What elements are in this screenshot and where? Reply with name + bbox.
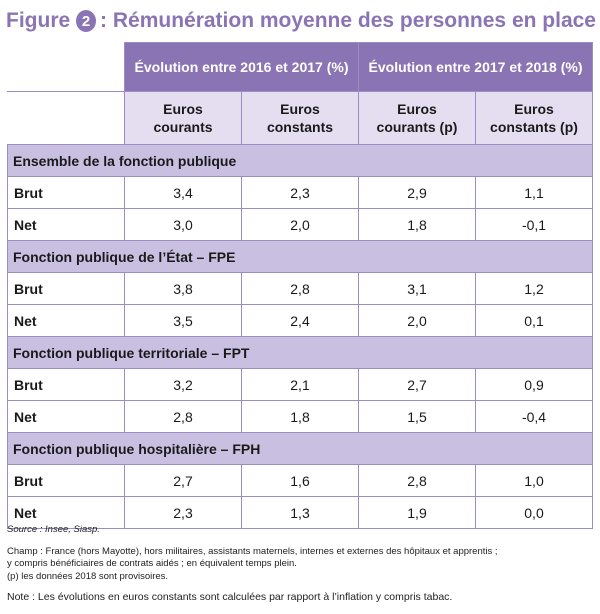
header-group-2016-2017: Évolution entre 2016 et 2017 (%) xyxy=(125,43,359,92)
row-label: Brut xyxy=(8,273,125,305)
table-cell: 2,8 xyxy=(125,401,242,433)
table-cell: 1,8 xyxy=(242,401,359,433)
header-empty-cell xyxy=(8,92,125,145)
table-cell: -0,4 xyxy=(476,401,593,433)
table-cell: 2,7 xyxy=(359,369,476,401)
table-row xyxy=(8,305,593,337)
remuneration-table xyxy=(7,42,593,529)
table-header xyxy=(8,43,593,145)
table-cell: 1,3 xyxy=(242,497,359,529)
table-cell: 2,3 xyxy=(242,177,359,209)
table-row xyxy=(8,273,593,305)
table-row xyxy=(8,369,593,401)
table-cell: 1,8 xyxy=(359,209,476,241)
table-cell: 3,5 xyxy=(125,305,242,337)
section-row xyxy=(8,145,593,177)
header-col-euros-constants-2017: Euros constants xyxy=(242,92,359,145)
table-cell: 1,5 xyxy=(359,401,476,433)
table-cell: 1,0 xyxy=(476,465,593,497)
provisional-note: (p) les données 2018 sont provisoires. xyxy=(7,570,169,582)
row-label: Brut xyxy=(8,369,125,401)
table-cell: 3,4 xyxy=(125,177,242,209)
champ-note: Champ : France (hors Mayotte), hors militaires, assistants maternels, internes et externes des hôpitaux et apprentis ; xyxy=(7,545,498,557)
table-cell: 2,8 xyxy=(359,465,476,497)
table-cell: 1,1 xyxy=(476,177,593,209)
table-cell: 3,0 xyxy=(125,209,242,241)
row-label: Brut xyxy=(8,177,125,209)
table-row xyxy=(8,401,593,433)
section-title: Fonction publique de l’État – FPE xyxy=(8,241,593,273)
header-col-euros-constants-2018: Euros constants (p) xyxy=(476,92,593,145)
inflation-note: Note : Les évolutions en euros constants sont calculées par rapport à l’inflation y compris tabac. xyxy=(7,591,453,603)
footnotes xyxy=(7,524,593,604)
champ-note-continued: y compris bénéficiaires de contrats aidés ; en équivalent temps plein. xyxy=(7,558,297,569)
table-cell: 2,8 xyxy=(242,273,359,305)
header-group-row xyxy=(8,43,593,92)
table-cell: 1,9 xyxy=(359,497,476,529)
header-col-euros-courants-2017: Euros courants xyxy=(125,92,242,145)
header-sub-row xyxy=(8,92,593,145)
table-cell: 3,2 xyxy=(125,369,242,401)
table-row xyxy=(8,177,593,209)
section-row xyxy=(8,433,593,465)
table-cell: 1,2 xyxy=(476,273,593,305)
table-row xyxy=(8,465,593,497)
row-label: Net xyxy=(8,497,125,529)
section-row xyxy=(8,337,593,369)
table-row xyxy=(8,209,593,241)
figure-number-badge: 2 xyxy=(76,10,96,32)
figure-title xyxy=(6,4,596,38)
table-cell: 2,4 xyxy=(242,305,359,337)
table-cell: 0,0 xyxy=(476,497,593,529)
figure-title-text: : Rémunération moyenne des personnes en place xyxy=(100,9,596,32)
row-label: Net xyxy=(8,305,125,337)
section-title: Ensemble de la fonction publique xyxy=(8,145,593,177)
header-col-euros-courants-2018: Euros courants (p) xyxy=(359,92,476,145)
header-group-2017-2018: Évolution entre 2017 et 2018 (%) xyxy=(359,43,593,92)
table-body xyxy=(8,145,593,529)
source-note: Source : Insee, Siasp. xyxy=(7,524,100,535)
section-title: Fonction publique territoriale – FPT xyxy=(8,337,593,369)
header-empty-cell xyxy=(8,43,125,92)
table-cell: 2,3 xyxy=(125,497,242,529)
figure-title-prefix: Figure xyxy=(6,9,71,32)
table-cell: 0,1 xyxy=(476,305,593,337)
table-cell: 1,6 xyxy=(242,465,359,497)
table-cell: 0,9 xyxy=(476,369,593,401)
table-cell: 3,1 xyxy=(359,273,476,305)
row-label: Net xyxy=(8,401,125,433)
table-cell: 3,8 xyxy=(125,273,242,305)
section-row xyxy=(8,241,593,273)
table-cell: 2,1 xyxy=(242,369,359,401)
row-label: Brut xyxy=(8,465,125,497)
table-cell: 2,0 xyxy=(359,305,476,337)
table-cell: 2,0 xyxy=(242,209,359,241)
table-cell: 2,7 xyxy=(125,465,242,497)
section-title: Fonction publique hospitalière – FPH xyxy=(8,433,593,465)
table-cell: -0,1 xyxy=(476,209,593,241)
row-label: Net xyxy=(8,209,125,241)
table-cell: 2,9 xyxy=(359,177,476,209)
